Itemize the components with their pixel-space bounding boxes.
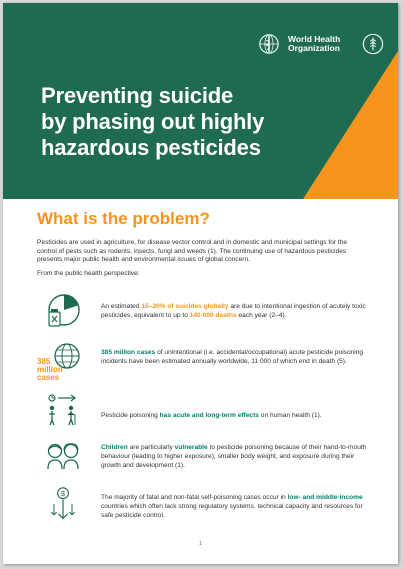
svg-text:$: $ (61, 488, 65, 498)
pie-chart-icon (45, 293, 81, 329)
children-icon (45, 441, 81, 477)
fao-emblem-icon (362, 33, 384, 55)
list-item (37, 293, 367, 333)
page-title (41, 83, 341, 161)
section-heading: What is the problem? (37, 209, 210, 228)
income-decline-icon (45, 486, 81, 522)
logo-group (258, 33, 384, 55)
who-name: World Health Organization (288, 34, 341, 53)
item-text: Children are particularly vulnerable to pesticide poisoning because of their hand-to-mouth behaviour (leading to higher exposure), smaller body weight, and exposure during their growth and development (1). (101, 444, 367, 469)
who-emblem-icon (258, 33, 280, 55)
item-text: Pesticide poisoning has acute and long-term effects on human health (1). (101, 412, 322, 419)
list-item (37, 441, 367, 481)
list-item (37, 391, 367, 431)
perspective-text: From the public health perspective: (37, 270, 140, 277)
header-banner (3, 3, 398, 199)
time-progression-icon (45, 391, 81, 427)
document-page (3, 3, 398, 564)
item-text: An estimated 15–20% of suicides globally are due to intentional ingestion of acutely toxic pesticides, equivalent to up to 140 000 deaths each year (2–4). (101, 303, 366, 319)
list-item (37, 486, 367, 526)
item-text: 385 million cases of unintentional (i.e. accidental/occupational) acute pesticide poisoning incidents have been estimated annually worldwide, 11 000 of which end in death (5). (101, 349, 364, 365)
intro-paragraph: Pesticides are used in agriculture, for disease vector control and in domestic and municipal settings for the control of pests such as rodents, insects, fungi and weeds (1). The continuing use of hazardous pesticides presents major public health and environmental issues of global concern. (37, 239, 348, 264)
title-line-2: by phasing out highly (41, 109, 265, 134)
title-line-3: hazardous pesticides (41, 135, 261, 160)
page-number: 1 (199, 541, 202, 547)
title-line-1: Preventing suicide (41, 83, 234, 108)
list-item (37, 342, 367, 382)
stat-overlay: 385 million cases (37, 357, 63, 382)
item-text: The majority of fatal and non-fatal self-poisoning cases occur in low- and middle-income countries which often lack strong regulatory systems, technical capacity and resources for safe pesticide control. (101, 494, 363, 519)
